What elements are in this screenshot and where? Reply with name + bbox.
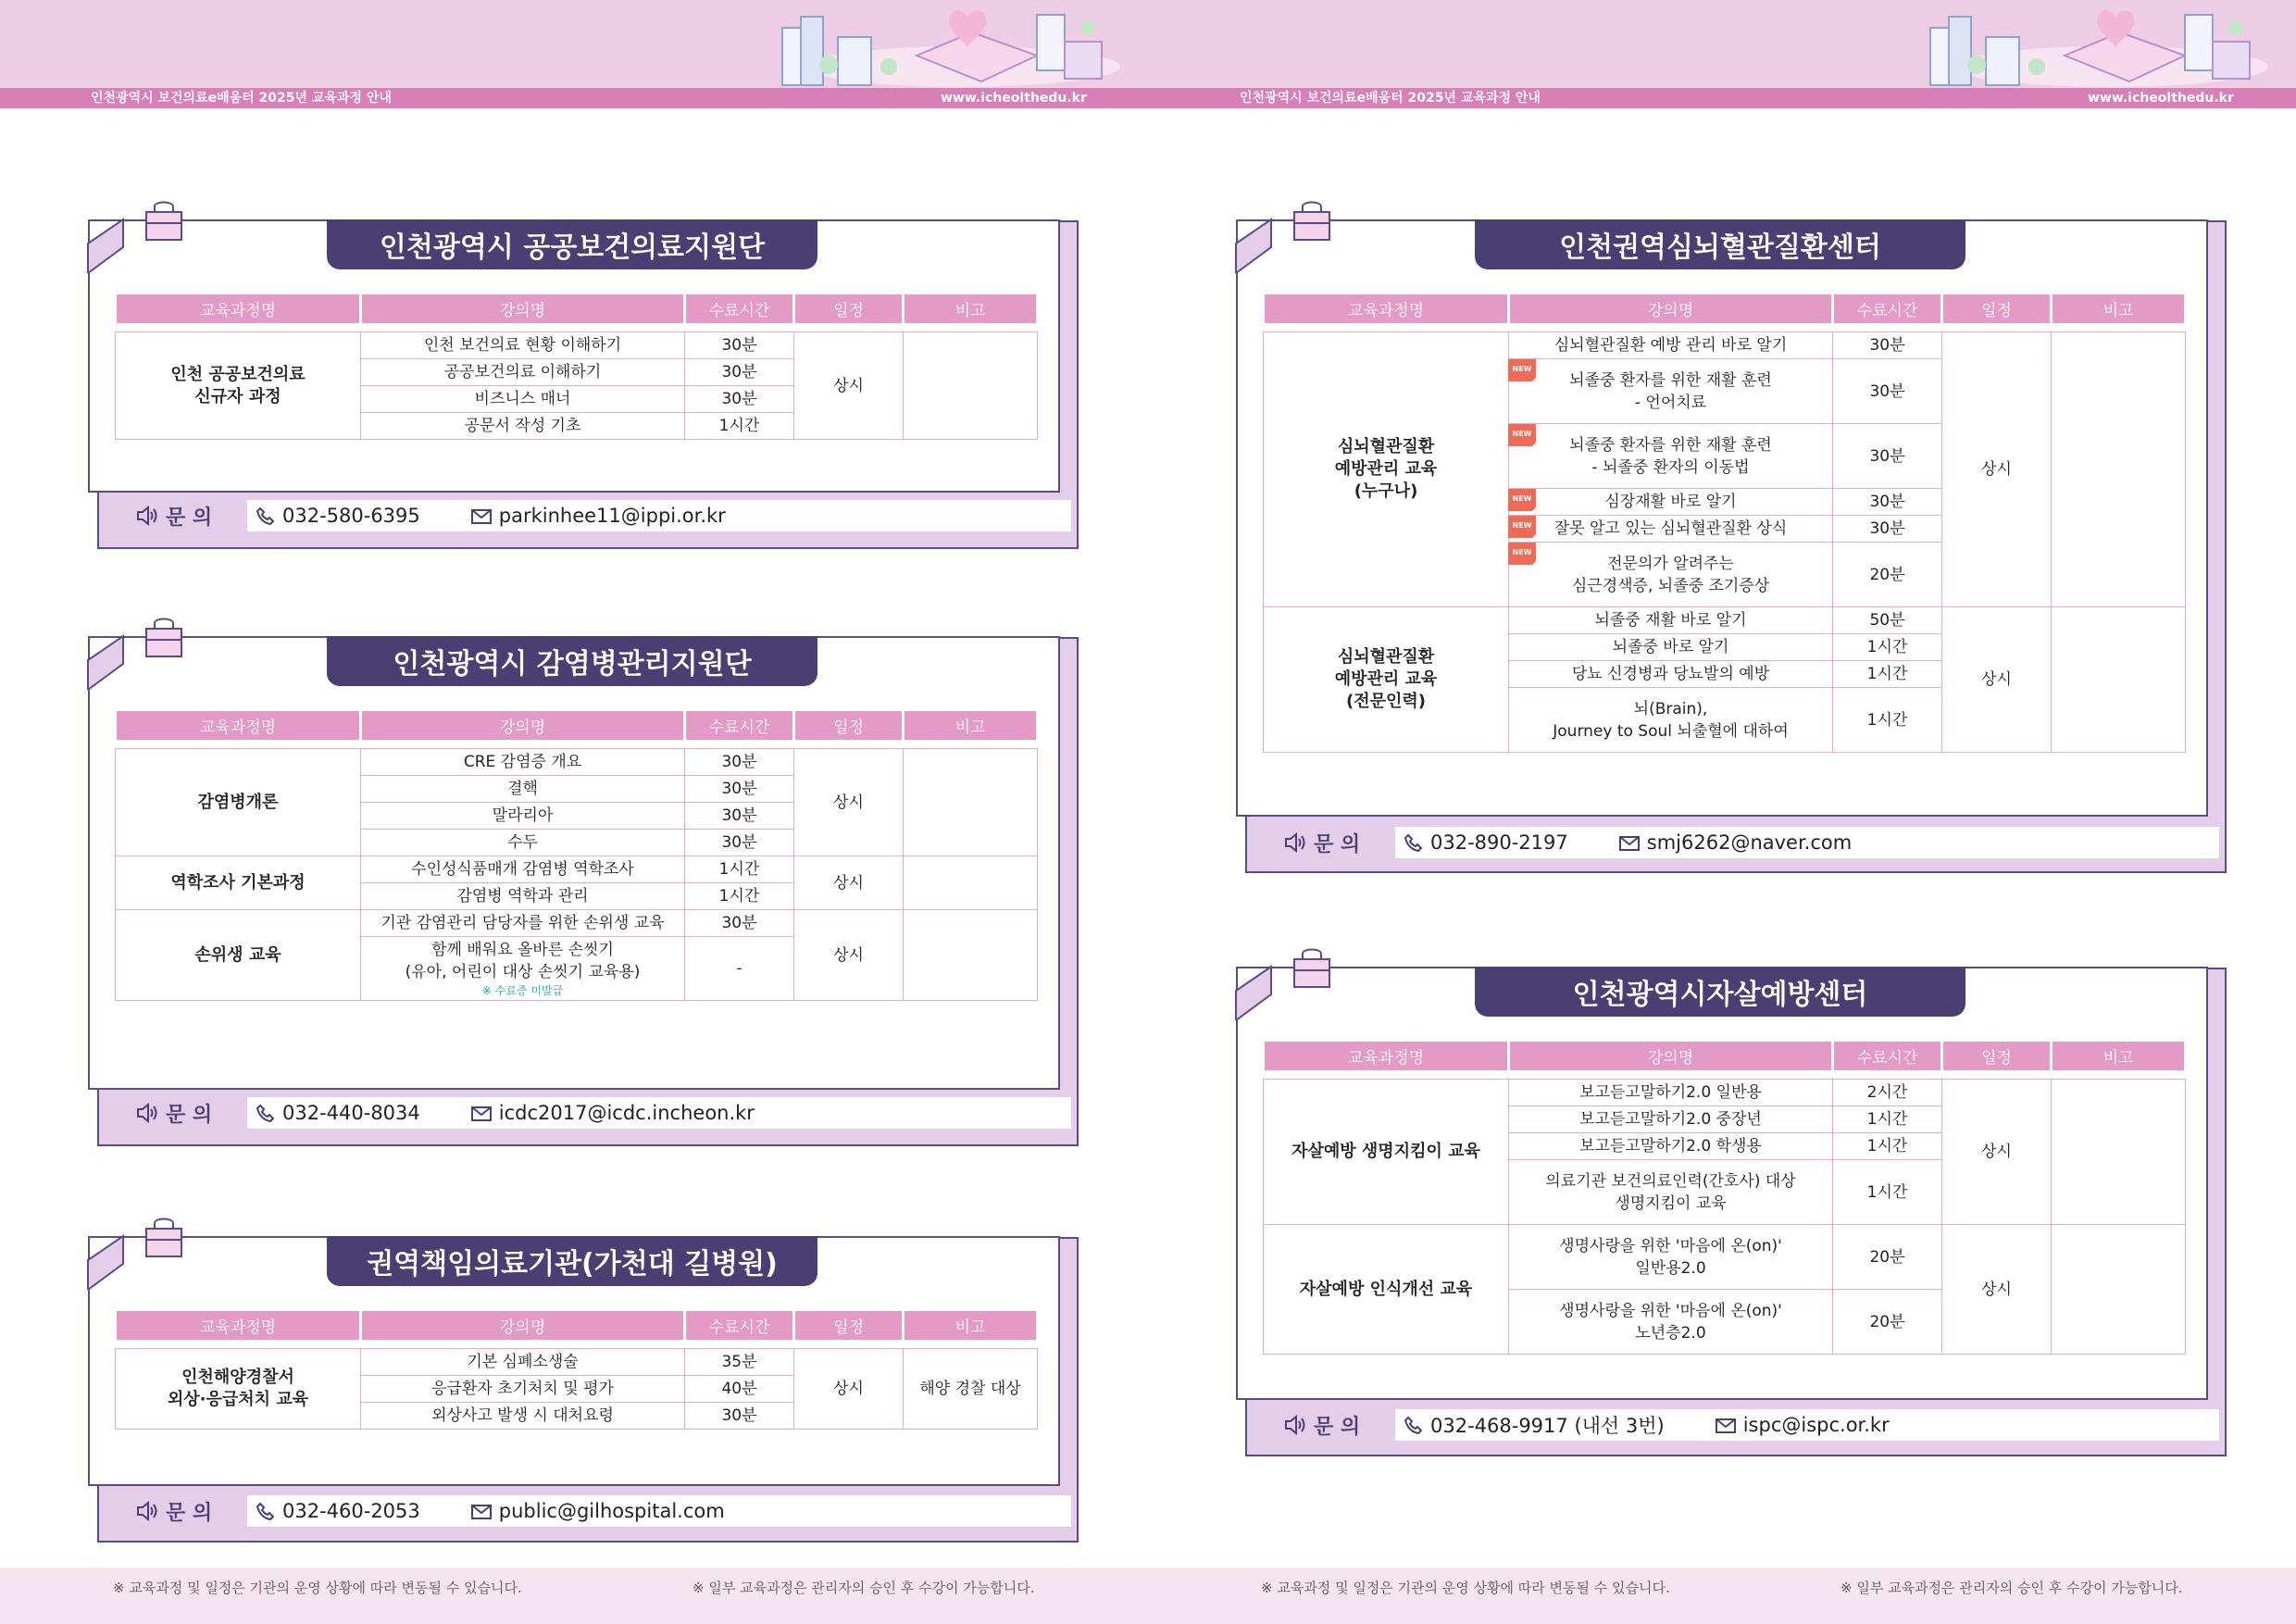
lecture-name: 기본 심폐소생술 — [361, 1349, 685, 1376]
table-header-row — [1264, 1041, 2186, 1072]
email-segment[interactable] — [1716, 1414, 1890, 1436]
contact-phone[interactable]: 032-580-6395 — [282, 505, 420, 527]
contact-box — [247, 1097, 1071, 1129]
table-header-row — [116, 710, 1038, 742]
course-table — [114, 292, 1039, 440]
lecture-time: 30분 — [685, 776, 794, 803]
lecture-time: 1시간 — [1833, 634, 1942, 661]
lecture-name: 공문서 작성 기초 — [361, 413, 685, 440]
course-schedule: 상시 — [1942, 1225, 2052, 1355]
new-badge-label: NEW — [1512, 548, 1532, 556]
speaker-icon — [1284, 1415, 1306, 1435]
col-lecture-header: 강의명 — [361, 1310, 685, 1342]
phone-icon — [256, 1104, 275, 1122]
table-header-row — [1264, 294, 2186, 325]
lecture-name: 뇌졸중 재활 바로 알기 — [1509, 607, 1833, 634]
new-badge-label: NEW — [1512, 365, 1532, 373]
lecture-time: 30분 — [1833, 332, 1942, 359]
new-badge-icon — [1508, 359, 1536, 381]
contact-bar — [1247, 827, 2219, 858]
contact-box — [247, 1495, 1071, 1527]
contact-email[interactable]: parkinhee11@ippi.or.kr — [498, 505, 726, 527]
lecture-time: 30분 — [685, 830, 794, 856]
contact-bar — [99, 1495, 1071, 1527]
contact-phone[interactable]: 032-468-9917 (내선 3번) — [1430, 1415, 1665, 1437]
lecture-time: 30분 — [685, 1403, 794, 1430]
table-row — [1264, 1225, 2186, 1290]
new-badge-label: NEW — [1512, 430, 1532, 438]
course-remark — [904, 332, 1038, 440]
lecture-name: 뇌졸중 바로 알기 — [1509, 634, 1833, 661]
lecture-name: 말라리아 — [361, 803, 685, 830]
col-schedule-header: 일정 — [1942, 294, 2052, 325]
new-badge-icon — [1508, 516, 1536, 538]
lecture-time: 30분 — [685, 359, 794, 386]
course-schedule: 상시 — [794, 1349, 904, 1430]
col-course-header: 교육과정명 — [116, 294, 361, 325]
lecture-time: 1시간 — [1833, 1160, 1942, 1225]
lecture-name: CRE 감염증 개요 — [361, 749, 685, 776]
course-name: 인천해양경찰서 외상·응급처치 교육 — [116, 1349, 361, 1430]
col-time-header: 수료시간 — [685, 710, 794, 742]
section-title: 인천광역시 감염병관리지원단 — [327, 636, 817, 686]
mail-icon — [471, 506, 492, 525]
email-segment[interactable] — [471, 1102, 755, 1124]
contact-phone[interactable]: 032-440-8034 — [282, 1102, 420, 1124]
mail-icon — [1619, 833, 1640, 852]
lecture-name: 생명사랑을 위한 '마음에 온(on)' 노년층2.0 — [1509, 1290, 1833, 1355]
bag-icon — [1292, 199, 1332, 242]
new-badge-icon — [1508, 543, 1536, 565]
lecture-time: 30분 — [1833, 359, 1942, 424]
lecture-name: 심장재활 바로 알기 — [1604, 493, 1737, 511]
email-segment[interactable] — [471, 1500, 725, 1522]
contact-box — [1395, 827, 2219, 858]
lecture-time: 50분 — [1833, 607, 1942, 634]
course-name: 심뇌혈관질환 예방관리 교육 (전문인력) — [1264, 607, 1509, 753]
course-remark — [2052, 332, 2186, 607]
lecture-name: 잘못 알고 있는 심뇌혈관질환 상식 — [1554, 519, 1788, 538]
course-remark — [2052, 1080, 2186, 1225]
lecture-name: 인천 보건의료 현황 이해하기 — [361, 332, 685, 359]
page-fold-icon — [86, 218, 132, 273]
lecture-time: 30분 — [685, 803, 794, 830]
new-badge-label: NEW — [1512, 494, 1532, 503]
lecture-time: 20분 — [1833, 1225, 1942, 1290]
section-title: 인천권역심뇌혈관질환센터 — [1475, 219, 1965, 269]
contact-bar — [99, 1097, 1071, 1129]
table-header-row — [116, 294, 1038, 325]
col-remark-header: 비고 — [904, 1310, 1038, 1342]
lecture-time: 1시간 — [685, 413, 794, 440]
mail-icon — [1716, 1416, 1736, 1434]
contact-label: 문 의 — [166, 506, 213, 530]
lecture-name: 수두 — [361, 830, 685, 856]
lecture-name: 당뇨 신경병과 당뇨발의 예방 — [1509, 661, 1833, 688]
lecture-name: 뇌(Brain), Journey to Soul 뇌출혈에 대하여 — [1509, 688, 1833, 753]
contact-email[interactable]: ispc@ispc.or.kr — [1742, 1414, 1890, 1436]
new-badge-icon — [1508, 424, 1536, 446]
header-url-left[interactable]: www.icheolthedu.kr — [941, 91, 1087, 106]
phone-icon — [1404, 833, 1423, 852]
col-schedule-header: 일정 — [794, 710, 904, 742]
lecture-cell — [1509, 424, 1833, 489]
contact-phone[interactable]: 032-460-2053 — [282, 1500, 420, 1522]
course-name: 손위생 교육 — [116, 910, 361, 1001]
course-table — [1262, 1039, 2187, 1355]
bag-icon — [144, 616, 184, 658]
col-remark-header: 비고 — [904, 294, 1038, 325]
table-row — [1264, 332, 2186, 359]
table-header-row — [116, 1310, 1038, 1342]
lecture-time: 30분 — [685, 749, 794, 776]
lecture-name: 보고듣고말하기2.0 중장년 — [1509, 1106, 1833, 1133]
lecture-name: 뇌졸중 환자를 위한 재활 훈련 - 언어치료 — [1569, 370, 1772, 412]
lecture-cell — [1509, 359, 1833, 424]
mail-icon — [471, 1502, 492, 1520]
bag-icon — [144, 199, 184, 242]
lecture-name: 결핵 — [361, 776, 685, 803]
speaker-icon — [1284, 832, 1306, 853]
footer-note: ※ 일부 교육과정은 관리자의 승인 후 수강이 가능합니다. — [1841, 1580, 2183, 1596]
course-name: 심뇌혈관질환 예방관리 교육 (누구나) — [1264, 332, 1509, 607]
lecture-time: 30분 — [685, 386, 794, 413]
lecture-name: 수인성식품매개 감염병 역학조사 — [361, 856, 685, 883]
col-lecture-header: 강의명 — [1509, 1041, 1833, 1072]
course-name: 자살예방 생명지킴이 교육 — [1264, 1080, 1509, 1225]
course-table — [1262, 292, 2187, 753]
col-lecture-header: 강의명 — [1509, 294, 1833, 325]
course-schedule: 상시 — [794, 856, 904, 910]
lecture-name: 응급환자 초기처치 및 평가 — [361, 1376, 685, 1403]
lecture-name: 전문의가 알려주는 심근경색증, 뇌졸중 조기증상 — [1571, 554, 1770, 595]
col-remark-header: 비고 — [2052, 294, 2186, 325]
course-schedule: 상시 — [794, 332, 904, 440]
table-row — [116, 749, 1038, 776]
lecture-time: 30분 — [685, 332, 794, 359]
phone-icon — [1404, 1416, 1423, 1434]
table-row — [1264, 607, 2186, 634]
course-name: 감염병개론 — [116, 749, 361, 856]
table-row — [116, 856, 1038, 883]
course-name: 인천 공공보건의료 신규자 과정 — [116, 332, 361, 440]
header-url-right[interactable]: www.icheolthedu.kr — [2088, 91, 2234, 106]
bag-icon — [144, 1216, 184, 1258]
lecture-cell — [1509, 516, 1833, 543]
new-badge-label: NEW — [1512, 521, 1532, 530]
lecture-name: 감염병 역학과 관리 — [361, 883, 685, 910]
new-badge-icon — [1508, 489, 1536, 511]
col-course-header: 교육과정명 — [1264, 294, 1509, 325]
lecture-time: 1시간 — [1833, 661, 1942, 688]
course-table — [114, 708, 1039, 1001]
col-schedule-header: 일정 — [1942, 1041, 2052, 1072]
lecture-name: 공공보건의료 이해하기 — [361, 359, 685, 386]
course-schedule: 상시 — [794, 749, 904, 856]
col-lecture-header: 강의명 — [361, 294, 685, 325]
table-row — [1264, 1080, 2186, 1106]
col-time-header: 수료시간 — [685, 294, 794, 325]
lecture-time: 1시간 — [685, 883, 794, 910]
lecture-name: 보고듣고말하기2.0 일반용 — [1509, 1080, 1833, 1106]
header-title-left: 인천광역시 보건의료e배움터 2025년 교육과정 안내 — [91, 91, 392, 106]
col-time-header: 수료시간 — [1833, 1041, 1942, 1072]
contact-box — [247, 500, 1071, 531]
lecture-time: 30분 — [685, 910, 794, 937]
contact-box — [1395, 1409, 2219, 1441]
col-time-header: 수료시간 — [685, 1310, 794, 1342]
col-remark-header: 비고 — [904, 710, 1038, 742]
col-lecture-header: 강의명 — [361, 710, 685, 742]
col-course-header: 교육과정명 — [116, 1310, 361, 1342]
lecture-time: 30분 — [1833, 424, 1942, 489]
lecture-cell — [361, 937, 685, 1001]
course-remark — [904, 910, 1038, 1001]
footer-note: ※ 교육과정 및 일정은 기관의 운영 상황에 따라 변동될 수 있습니다. — [1261, 1580, 1670, 1596]
contact-email[interactable]: smj6262@naver.com — [1646, 831, 1853, 854]
contact-phone[interactable]: 032-890-2197 — [1430, 831, 1568, 854]
col-course-header: 교육과정명 — [116, 710, 361, 742]
lecture-name: 비즈니스 매너 — [361, 386, 685, 413]
lecture-name: 함께 배워요 올바른 손씻기 (유아, 어린이 대상 손씻기 교육용) — [405, 941, 641, 981]
table-row — [116, 1349, 1038, 1376]
lecture-time: 1시간 — [1833, 1106, 1942, 1133]
city-illustration-right — [1907, 0, 2277, 93]
page-fold-icon — [1234, 965, 1280, 1020]
course-remark — [2052, 1225, 2186, 1355]
speaker-icon — [136, 1501, 158, 1521]
lecture-time: 30분 — [1833, 516, 1942, 543]
col-schedule-header: 일정 — [794, 1310, 904, 1342]
page-fold-icon — [1234, 218, 1280, 273]
lecture-time: 1시간 — [1833, 688, 1942, 753]
lecture-name: 기관 감염관리 담당자를 위한 손위생 교육 — [361, 910, 685, 937]
city-illustration-left — [759, 0, 1129, 93]
lecture-name: 외상사고 발생 시 대처요령 — [361, 1403, 685, 1430]
contact-label-wrap — [1247, 829, 1395, 857]
contact-label-wrap — [1247, 1411, 1395, 1440]
phone-segment[interactable] — [256, 1102, 420, 1124]
col-schedule-header: 일정 — [794, 294, 904, 325]
table-row — [116, 332, 1038, 359]
course-name: 역학조사 기본과정 — [116, 856, 361, 910]
contact-bar — [1247, 1409, 2219, 1441]
lecture-time: - — [685, 937, 794, 1001]
lecture-cell — [1509, 543, 1833, 607]
page-fold-icon — [86, 1234, 132, 1290]
phone-icon — [256, 506, 275, 525]
course-schedule: 상시 — [1942, 332, 2052, 607]
course-schedule: 상시 — [1942, 1080, 2052, 1225]
lecture-time: 20분 — [1833, 543, 1942, 607]
lecture-time: 35분 — [685, 1349, 794, 1376]
course-table — [114, 1308, 1039, 1430]
contact-email[interactable]: public@gilhospital.com — [498, 1500, 725, 1522]
lecture-name: 보고듣고말하기2.0 학생용 — [1509, 1133, 1833, 1160]
table-row — [116, 910, 1038, 937]
header-title-right: 인천광역시 보건의료e배움터 2025년 교육과정 안내 — [1240, 91, 1541, 106]
footer-note: ※ 일부 교육과정은 관리자의 승인 후 수강이 가능합니다. — [693, 1580, 1035, 1596]
speaker-icon — [136, 506, 158, 526]
col-remark-header: 비고 — [2052, 1041, 2186, 1072]
section-title: 권역책임의료기관(가천대 길병원) — [327, 1236, 817, 1286]
lecture-cell — [1509, 489, 1833, 516]
contact-label: 문 의 — [1314, 1415, 1361, 1439]
phone-segment[interactable] — [256, 1500, 420, 1522]
phone-segment[interactable] — [256, 505, 420, 527]
contact-label-wrap — [99, 1099, 247, 1128]
phone-segment[interactable] — [1404, 831, 1568, 854]
phone-icon — [256, 1502, 275, 1520]
contact-bar — [99, 500, 1071, 531]
contact-label-wrap — [99, 502, 247, 531]
contact-label: 문 의 — [166, 1103, 213, 1127]
page-fold-icon — [86, 634, 132, 690]
col-time-header: 수료시간 — [1833, 294, 1942, 325]
course-name: 자살예방 인식개선 교육 — [1264, 1225, 1509, 1355]
speaker-icon — [136, 1103, 158, 1123]
course-remark — [904, 856, 1038, 910]
course-schedule: 상시 — [1942, 607, 2052, 753]
lecture-time: 2시간 — [1833, 1080, 1942, 1106]
lecture-name: 생명사랑을 위한 '마음에 온(on)' 일반용2.0 — [1509, 1225, 1833, 1290]
email-segment[interactable] — [471, 505, 726, 527]
mail-icon — [471, 1104, 492, 1122]
lecture-name: 심뇌혈관질환 예방 관리 바로 알기 — [1509, 332, 1833, 359]
section-title: 인천광역시자살예방센터 — [1475, 967, 1965, 1017]
section-title: 인천광역시 공공보건의료지원단 — [327, 219, 817, 269]
lecture-name: 의료기관 보건의료인력(간호사) 대상 생명지킴이 교육 — [1509, 1160, 1833, 1225]
bag-icon — [1292, 946, 1332, 989]
phone-segment[interactable] — [1404, 1411, 1665, 1439]
lecture-time: 1시간 — [685, 856, 794, 883]
lecture-name: 뇌졸중 환자를 위한 재활 훈련 - 뇌졸중 환자의 이동법 — [1569, 435, 1772, 477]
lecture-time: 20분 — [1833, 1290, 1942, 1355]
contact-email[interactable]: icdc2017@icdc.incheon.kr — [498, 1102, 755, 1124]
col-course-header: 교육과정명 — [1264, 1041, 1509, 1072]
lecture-time: 1시간 — [1833, 1133, 1942, 1160]
course-schedule: 상시 — [794, 910, 904, 1001]
course-remark — [904, 749, 1038, 856]
contact-label: 문 의 — [1314, 832, 1361, 856]
contact-label-wrap — [99, 1497, 247, 1526]
course-remark: 해양 경찰 대상 — [904, 1349, 1038, 1430]
lecture-time: 30분 — [1833, 489, 1942, 516]
footer-note: ※ 교육과정 및 일정은 기관의 운영 상황에 따라 변동될 수 있습니다. — [113, 1580, 522, 1596]
email-segment[interactable] — [1619, 831, 1852, 854]
course-remark — [2052, 607, 2186, 753]
contact-label: 문 의 — [166, 1501, 213, 1525]
lecture-time: 40분 — [685, 1376, 794, 1403]
certificate-note: ※ 수료증 미발급 — [481, 984, 564, 997]
